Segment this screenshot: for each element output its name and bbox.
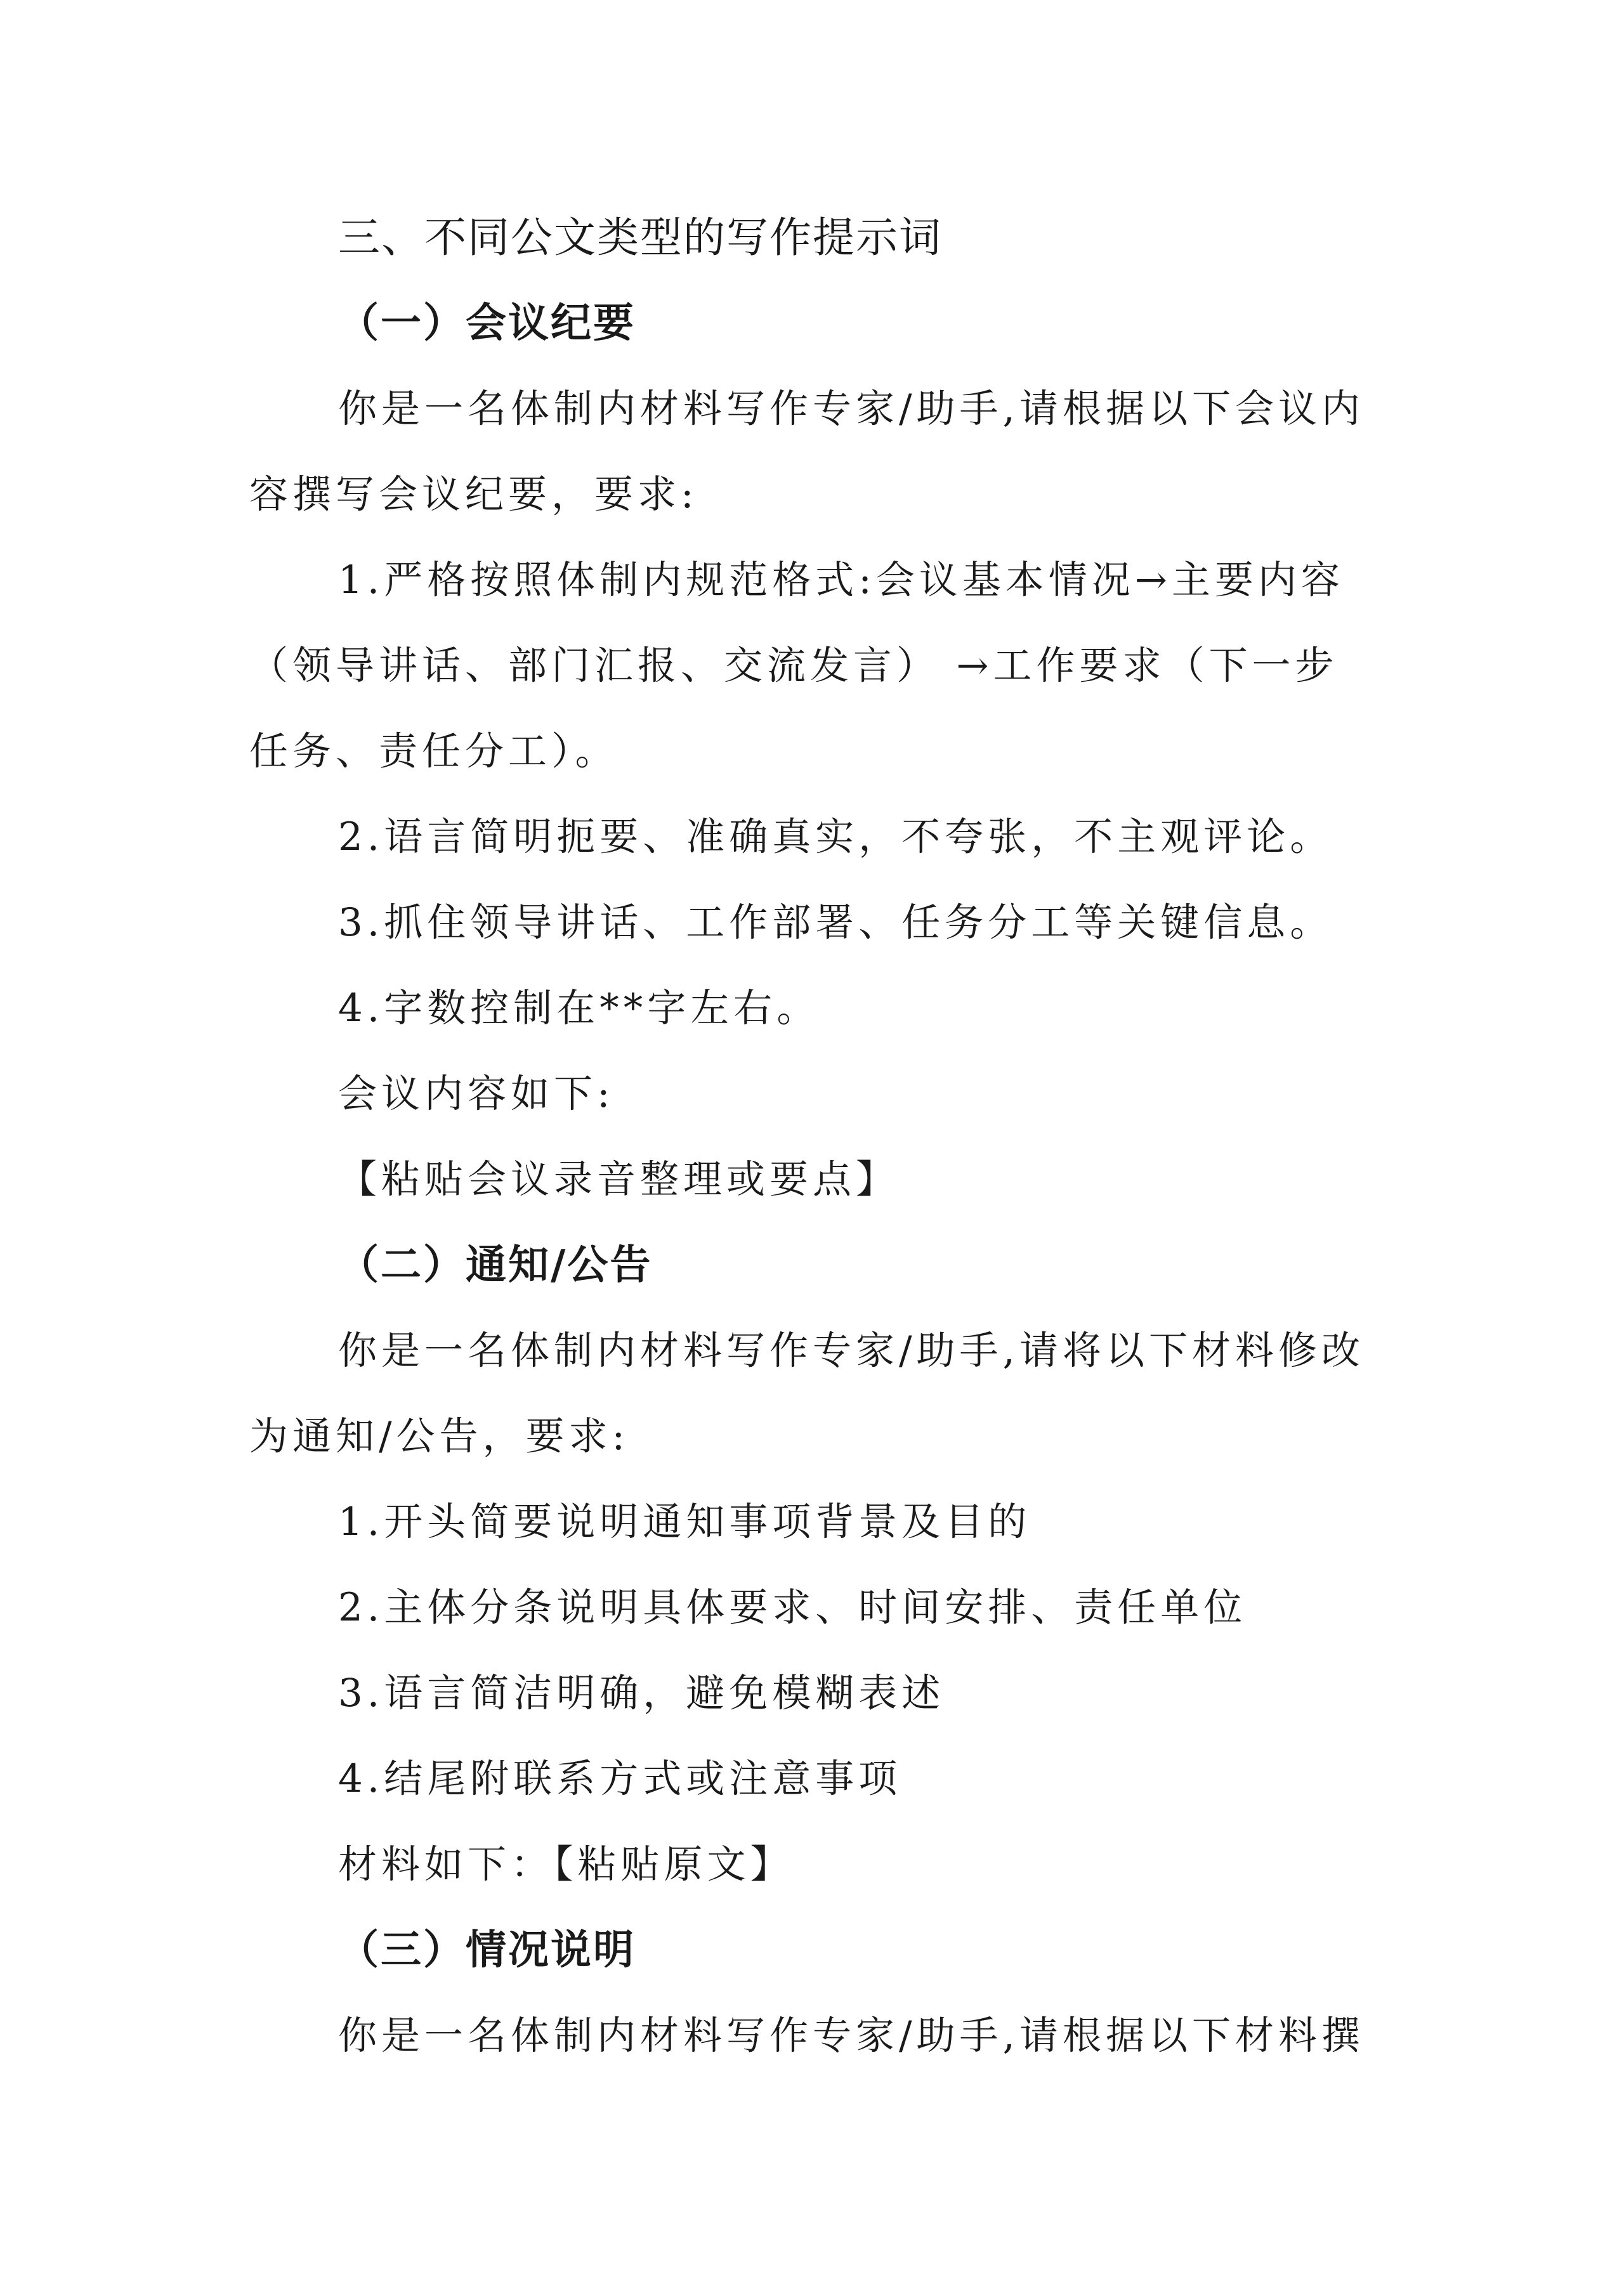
paragraph-line: 你是一名体制内材料写作专家/助手,请根据以下材料撰 [338, 2013, 1365, 2058]
paragraph-line: （领导讲话、部门汇报、交流发言） →工作要求（下一步 [249, 643, 1339, 688]
section-title-meeting-minutes: （一）会议纪要 [338, 300, 636, 347]
paragraph-line: 任务、责任分工）。 [249, 729, 619, 774]
section-title-notice: （二）通知/公告 [338, 1242, 653, 1289]
page-heading: 三、不同公文类型的写作提示词 [338, 213, 942, 262]
section-title-situation-report: （三）情况说明 [338, 1927, 636, 1974]
paragraph-line: 4.结尾附联系方式或注意事项 [338, 1756, 902, 1801]
paragraph-line: 2.主体分条说明具体要求、时间安排、责任单位 [338, 1585, 1247, 1630]
paragraph-line: 3.语言简洁明确，避免模糊表述 [338, 1671, 945, 1716]
paragraph-line: 2.语言简明扼要、准确真实，不夸张，不主观评论。 [338, 814, 1333, 859]
paragraph-line: 4.字数控制在**字左右。 [338, 986, 820, 1031]
paragraph-line: 容撰写会议纪要，要求: [249, 472, 698, 517]
paragraph-line: 材料如下：【粘贴原文】 [338, 1842, 794, 1887]
paragraph-line: 为通知/公告，要求: [249, 1414, 630, 1459]
paragraph-line: 1.严格按照体制内规范格式:会议基本情况→主要内容 [338, 558, 1344, 603]
paragraph-line: 【粘贴会议录音整理或要点】 [338, 1157, 900, 1202]
paragraph-line: 你是一名体制内材料写作专家/助手,请将以下材料修改 [338, 1328, 1365, 1373]
paragraph-line: 你是一名体制内材料写作专家/助手,请根据以下会议内 [338, 386, 1365, 431]
paragraph-line: 会议内容如下: [338, 1071, 615, 1116]
paragraph-line: 3.抓住领导讲话、工作部署、任务分工等关键信息。 [338, 900, 1333, 945]
paragraph-line: 1.开头简要说明通知事项背景及目的 [338, 1499, 1031, 1544]
